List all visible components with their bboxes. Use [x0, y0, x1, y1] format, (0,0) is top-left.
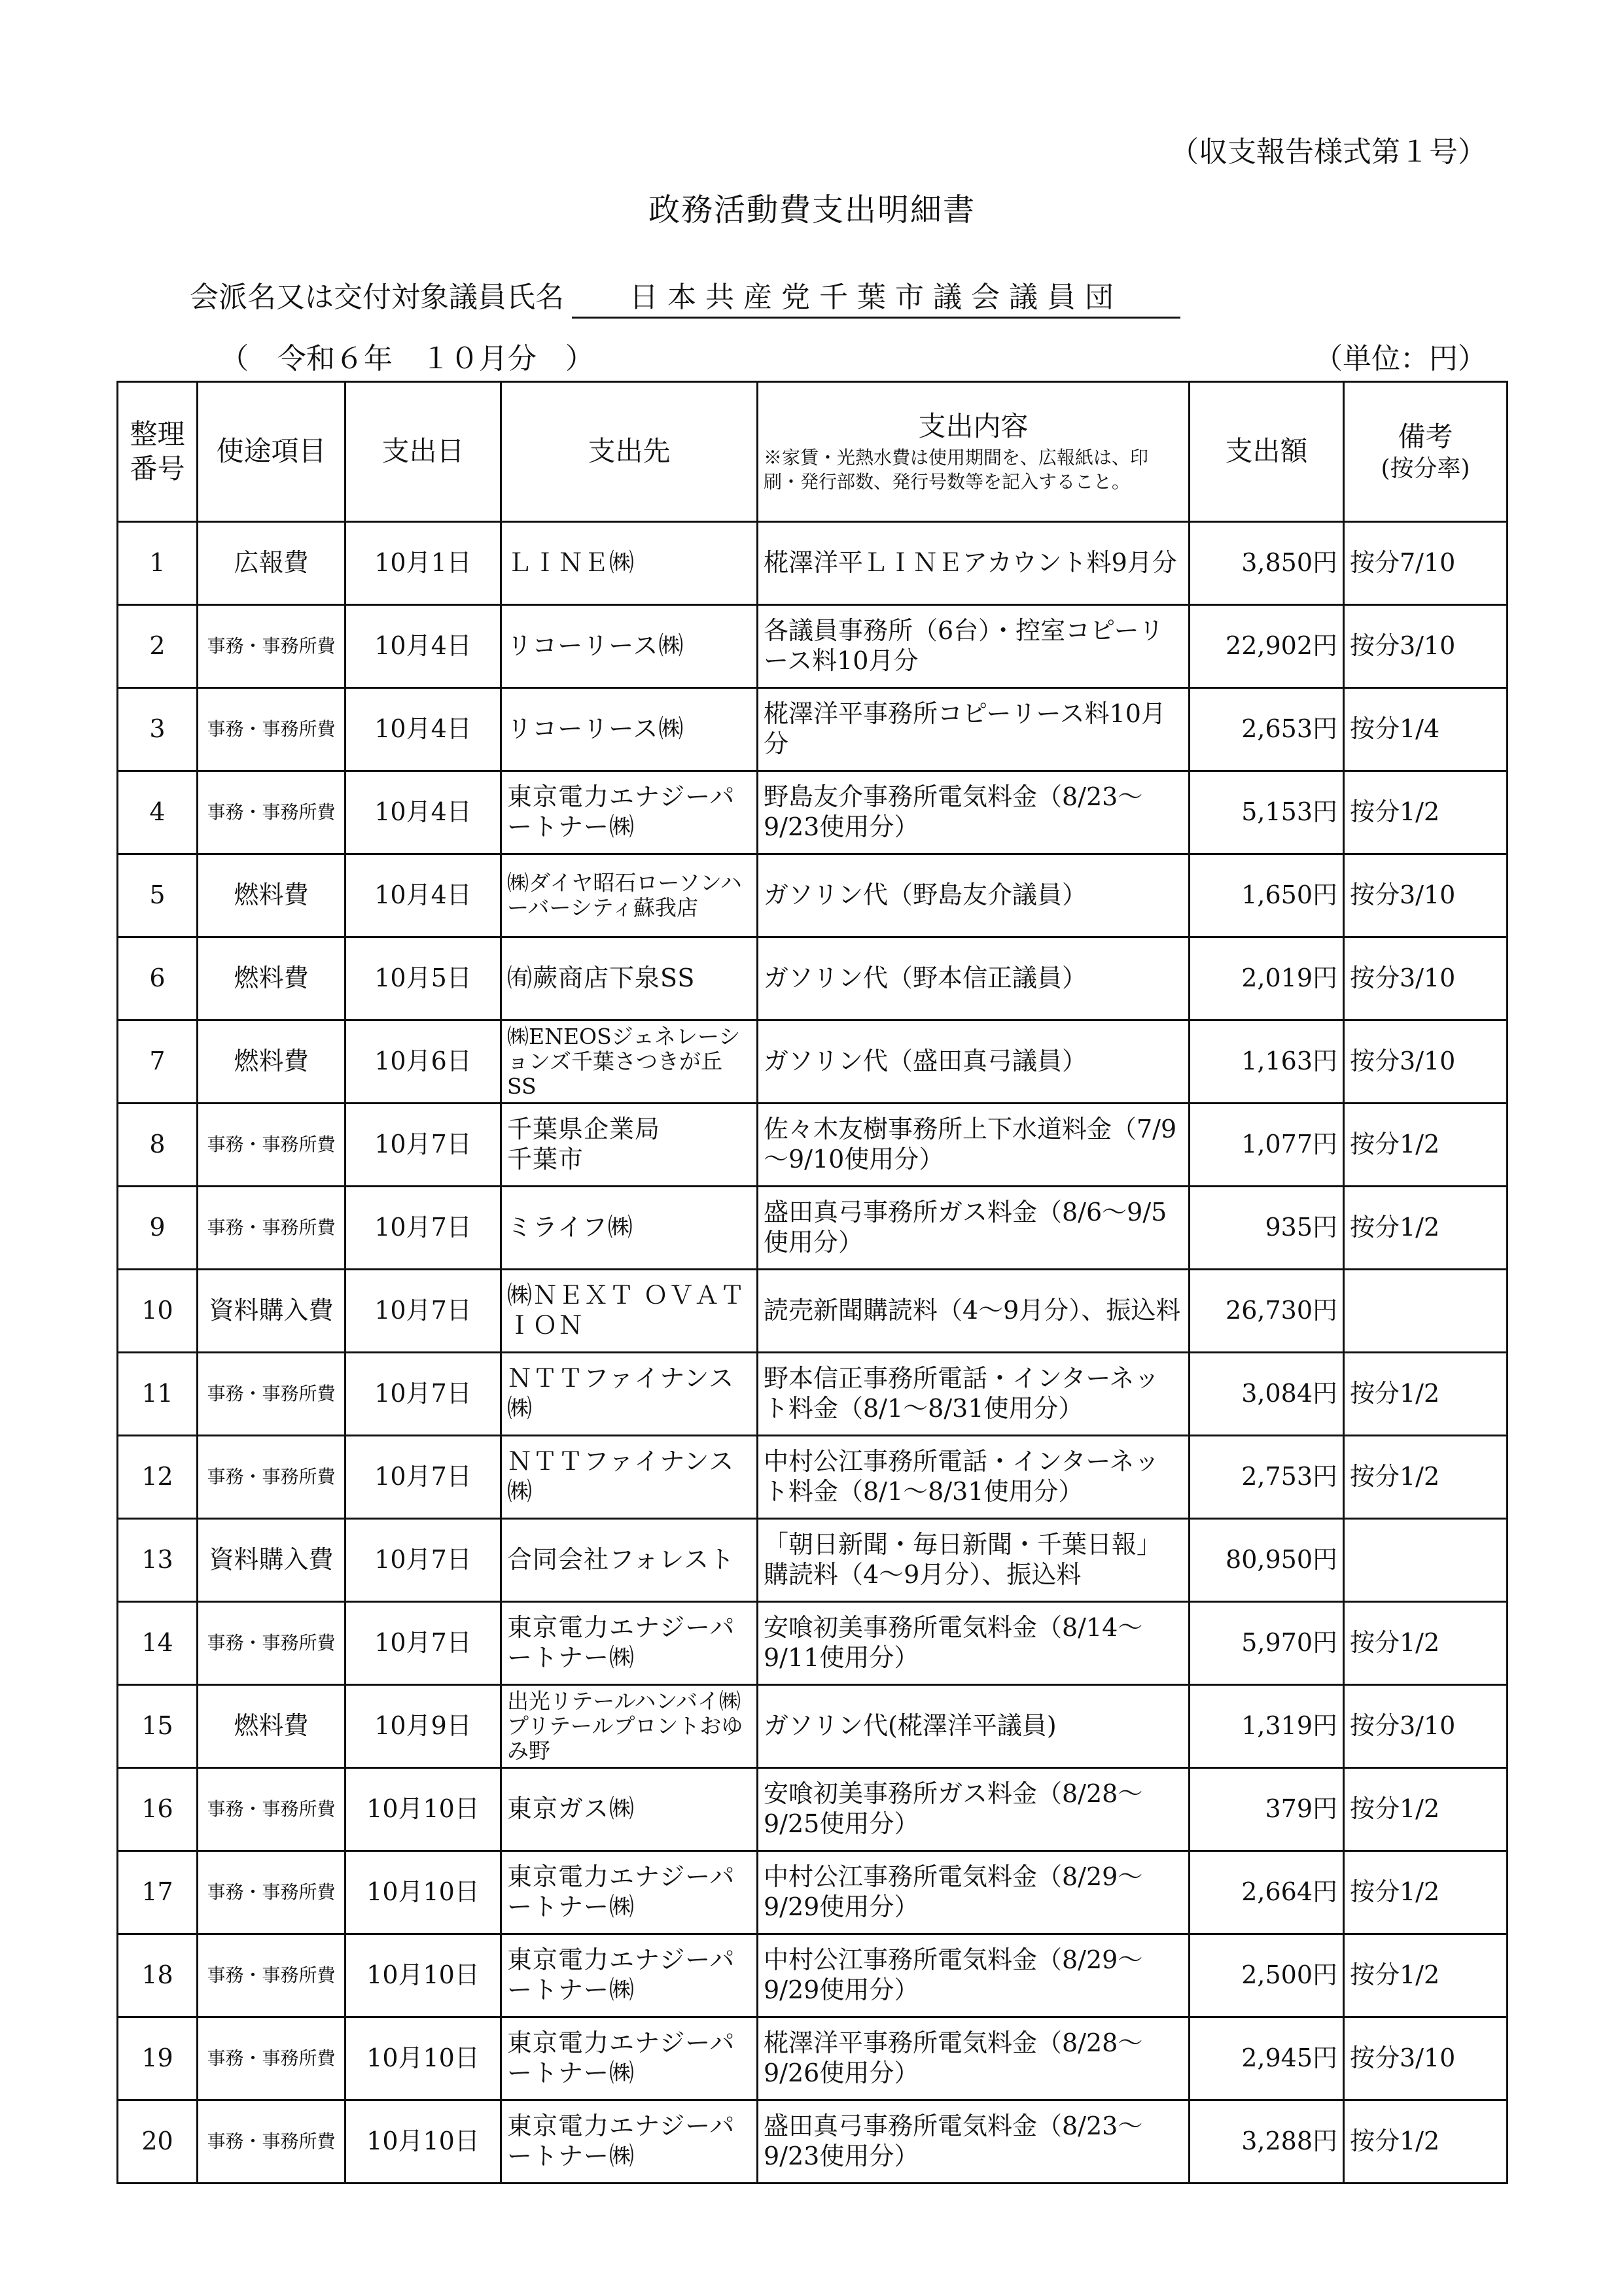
row-date: 10月7日 — [345, 1436, 501, 1519]
row-ratio — [1344, 1519, 1508, 1602]
row-category: 事務・事務所費 — [198, 1353, 345, 1436]
table-row — [118, 937, 1508, 1020]
header-number: 整理番号 — [118, 382, 198, 522]
row-ratio: 按分7/10 — [1344, 522, 1508, 605]
row-category: 事務・事務所費 — [198, 1436, 345, 1519]
row-category: 資料購入費 — [198, 1519, 345, 1602]
row-date: 10月10日 — [345, 2100, 501, 2183]
row-amount: 1,319円 — [1190, 1685, 1344, 1768]
row-date: 10月7日 — [345, 1519, 501, 1602]
row-number: 5 — [118, 854, 198, 937]
row-category: 事務・事務所費 — [198, 688, 345, 771]
row-payee: ＮＴＴファイナンス㈱ — [501, 1353, 758, 1436]
form-number: （収支報告様式第１号） — [1170, 135, 1487, 169]
party-name: 日本共産党千葉市議会議員団 — [572, 273, 1180, 319]
table-row — [118, 2017, 1508, 2100]
row-description: 安喰初美事務所ガス料金（8/28～9/25使用分） — [758, 1768, 1190, 1851]
row-number: 11 — [118, 1353, 198, 1436]
row-amount: 379円 — [1190, 1768, 1344, 1851]
row-date: 10月10日 — [345, 1934, 501, 2017]
row-date: 10月7日 — [345, 1602, 501, 1685]
row-date: 10月7日 — [345, 1270, 501, 1353]
row-category: 燃料費 — [198, 1685, 345, 1768]
row-number: 8 — [118, 1104, 198, 1187]
row-description: 「朝日新聞・毎日新聞・千葉日報」購読料（4～9月分）、振込料 — [758, 1519, 1190, 1602]
row-number: 1 — [118, 522, 198, 605]
row-description: 佐々木友樹事務所上下水道料金（7/9～9/10使用分） — [758, 1104, 1190, 1187]
row-description: 盛田真弓事務所ガス料金（8/6～9/5使用分） — [758, 1187, 1190, 1270]
table-row — [118, 1768, 1508, 1851]
row-category: 事務・事務所費 — [198, 1602, 345, 1685]
table-row — [118, 854, 1508, 937]
row-ratio: 按分1/2 — [1344, 1768, 1508, 1851]
row-category: 事務・事務所費 — [198, 1934, 345, 2017]
header-remarks-label: 備考 — [1398, 420, 1453, 453]
row-date: 10月7日 — [345, 1104, 501, 1187]
row-amount: 2,500円 — [1190, 1934, 1344, 2017]
row-category: 燃料費 — [198, 854, 345, 937]
row-amount: 1,650円 — [1190, 854, 1344, 937]
row-description: ガソリン代（野本信正議員） — [758, 937, 1190, 1020]
row-ratio: 按分1/2 — [1344, 771, 1508, 854]
header-description-note: ※家賃・光熱水費は使用期間を、広報紙は、印刷・発行部数、発行号数等を記入すること。 — [764, 447, 1149, 493]
row-payee: ㈲蕨商店下泉SS — [501, 937, 758, 1020]
row-category: 広報費 — [198, 522, 345, 605]
row-description: 中村公江事務所電話・インターネット料金（8/1～8/31使用分） — [758, 1436, 1190, 1519]
table-row — [118, 1187, 1508, 1270]
row-amount: 26,730円 — [1190, 1270, 1344, 1353]
table-row — [118, 1851, 1508, 1934]
row-amount: 5,970円 — [1190, 1602, 1344, 1685]
row-ratio: 按分3/10 — [1344, 1020, 1508, 1104]
row-amount: 1,163円 — [1190, 1020, 1344, 1104]
row-date: 10月5日 — [345, 937, 501, 1020]
header-description — [758, 382, 1190, 522]
row-category: 事務・事務所費 — [198, 1851, 345, 1934]
row-ratio: 按分1/4 — [1344, 688, 1508, 771]
row-payee: 出光リテールハンバイ㈱プリテールプロントおゆみ野 — [501, 1685, 758, 1768]
row-description: 各議員事務所（6台）・控室コピーリース料10月分 — [758, 605, 1190, 688]
row-number: 10 — [118, 1270, 198, 1353]
row-ratio: 按分1/2 — [1344, 1934, 1508, 2017]
row-category: 燃料費 — [198, 1020, 345, 1104]
row-category: 事務・事務所費 — [198, 1104, 345, 1187]
row-category: 資料購入費 — [198, 1270, 345, 1353]
row-date: 10月7日 — [345, 1353, 501, 1436]
row-date: 10月4日 — [345, 688, 501, 771]
row-number: 6 — [118, 937, 198, 1020]
row-ratio: 按分3/10 — [1344, 937, 1508, 1020]
row-date: 10月10日 — [345, 1768, 501, 1851]
row-number: 15 — [118, 1685, 198, 1768]
table-row — [118, 1353, 1508, 1436]
table-row — [118, 1270, 1508, 1353]
row-amount: 2,945円 — [1190, 2017, 1344, 2100]
row-date: 10月6日 — [345, 1020, 501, 1104]
table-row — [118, 688, 1508, 771]
row-date: 10月1日 — [345, 522, 501, 605]
row-ratio: 按分1/2 — [1344, 1353, 1508, 1436]
header-row — [118, 382, 1508, 522]
row-ratio: 按分1/2 — [1344, 1436, 1508, 1519]
row-ratio: 按分1/2 — [1344, 2100, 1508, 2183]
row-category: 燃料費 — [198, 937, 345, 1020]
row-description: 椛澤洋平事務所コピーリース料10月分 — [758, 688, 1190, 771]
row-number: 3 — [118, 688, 198, 771]
row-payee: リコーリース㈱ — [501, 605, 758, 688]
row-amount: 2,653円 — [1190, 688, 1344, 771]
header-amount: 支出額 — [1190, 382, 1344, 522]
row-amount: 2,664円 — [1190, 1851, 1344, 1934]
row-date: 10月7日 — [345, 1187, 501, 1270]
row-number: 20 — [118, 2100, 198, 2183]
row-category: 事務・事務所費 — [198, 1768, 345, 1851]
row-description: ガソリン代（盛田真弓議員） — [758, 1020, 1190, 1104]
row-description: 読売新聞購読料（4～9月分）、振込料 — [758, 1270, 1190, 1353]
row-number: 14 — [118, 1602, 198, 1685]
row-ratio: 按分3/10 — [1344, 1685, 1508, 1768]
row-payee: ＬＩＮＥ㈱ — [501, 522, 758, 605]
row-date: 10月9日 — [345, 1685, 501, 1768]
table-row — [118, 605, 1508, 688]
row-description: 中村公江事務所電気料金（8/29～9/29使用分） — [758, 1851, 1190, 1934]
row-amount: 1,077円 — [1190, 1104, 1344, 1187]
row-payee: 東京電力エナジーパートナー㈱ — [501, 1851, 758, 1934]
row-payee: ＮＴＴファイナンス㈱ — [501, 1436, 758, 1519]
row-description: 野島友介事務所電気料金（8/23～9/23使用分） — [758, 771, 1190, 854]
row-description: 椛澤洋平ＬＩＮＥアカウント料9月分 — [758, 522, 1190, 605]
row-number: 19 — [118, 2017, 198, 2100]
table-body — [118, 522, 1508, 2183]
row-number: 18 — [118, 1934, 198, 2017]
expense-table — [116, 381, 1508, 2184]
row-number: 12 — [118, 1436, 198, 1519]
header-date: 支出日 — [345, 382, 501, 522]
table-row — [118, 1020, 1508, 1104]
row-payee: ㈱ENEOSジェネレーションズ千葉さつきが丘SS — [501, 1020, 758, 1104]
row-payee: 合同会社フォレスト — [501, 1519, 758, 1602]
table-row — [118, 2100, 1508, 2183]
row-payee: 東京電力エナジーパートナー㈱ — [501, 1934, 758, 2017]
row-payee: リコーリース㈱ — [501, 688, 758, 771]
row-description: 椛澤洋平事務所電気料金（8/28～9/26使用分） — [758, 2017, 1190, 2100]
row-description: 野本信正事務所電話・インターネット料金（8/1～8/31使用分） — [758, 1353, 1190, 1436]
row-amount: 3,288円 — [1190, 2100, 1344, 2183]
row-number: 4 — [118, 771, 198, 854]
row-number: 17 — [118, 1851, 198, 1934]
row-description: 盛田真弓事務所電気料金（8/23～9/23使用分） — [758, 2100, 1190, 2183]
row-payee: ㈱ダイヤ昭石ローソンハーバーシティ蘇我店 — [501, 854, 758, 937]
row-number: 13 — [118, 1519, 198, 1602]
row-number: 9 — [118, 1187, 198, 1270]
table-row — [118, 1934, 1508, 2017]
row-payee: ミライフ㈱ — [501, 1187, 758, 1270]
row-amount: 80,950円 — [1190, 1519, 1344, 1602]
row-payee: 東京ガス㈱ — [501, 1768, 758, 1851]
header-payee: 支出先 — [501, 382, 758, 522]
header-remarks-sub: (按分率) — [1381, 455, 1470, 483]
row-category: 事務・事務所費 — [198, 771, 345, 854]
row-ratio: 按分1/2 — [1344, 1851, 1508, 1934]
row-date: 10月4日 — [345, 605, 501, 688]
header-category: 使途項目 — [198, 382, 345, 522]
row-ratio: 按分3/10 — [1344, 605, 1508, 688]
row-category: 事務・事務所費 — [198, 1187, 345, 1270]
table-row — [118, 1519, 1508, 1602]
row-payee: 東京電力エナジーパートナー㈱ — [501, 2017, 758, 2100]
row-payee: 東京電力エナジーパートナー㈱ — [501, 1602, 758, 1685]
row-amount: 22,902円 — [1190, 605, 1344, 688]
row-amount: 935円 — [1190, 1187, 1344, 1270]
row-number: 16 — [118, 1768, 198, 1851]
row-amount: 3,850円 — [1190, 522, 1344, 605]
row-ratio — [1344, 1270, 1508, 1353]
row-date: 10月10日 — [345, 2017, 501, 2100]
row-category: 事務・事務所費 — [198, 605, 345, 688]
row-amount: 2,019円 — [1190, 937, 1344, 1020]
row-payee: 東京電力エナジーパートナー㈱ — [501, 771, 758, 854]
row-amount: 2,753円 — [1190, 1436, 1344, 1519]
row-payee: 東京電力エナジーパートナー㈱ — [501, 2100, 758, 2183]
document-title: 政務活動費支出明細書 — [648, 192, 976, 228]
table-row — [118, 1104, 1508, 1187]
row-category: 事務・事務所費 — [198, 2017, 345, 2100]
row-description: 中村公江事務所電気料金（8/29～9/29使用分） — [758, 1934, 1190, 2017]
row-date: 10月4日 — [345, 771, 501, 854]
table-row — [118, 1436, 1508, 1519]
row-payee: ㈱ＮＥＸＴ ＯＶＡＴＩＯＮ — [501, 1270, 758, 1353]
row-ratio: 按分1/2 — [1344, 1187, 1508, 1270]
row-number: 7 — [118, 1020, 198, 1104]
row-ratio: 按分3/10 — [1344, 854, 1508, 937]
period: （ 令和６年 １０月分 ） — [220, 342, 594, 375]
table-row — [118, 522, 1508, 605]
row-description: ガソリン代(椛澤洋平議員) — [758, 1685, 1190, 1768]
row-amount: 3,084円 — [1190, 1353, 1344, 1436]
row-category: 事務・事務所費 — [198, 2100, 345, 2183]
row-date: 10月4日 — [345, 854, 501, 937]
header-description-label: 支出内容 — [918, 409, 1029, 442]
row-ratio: 按分1/2 — [1344, 1602, 1508, 1685]
row-payee: 千葉県企業局 千葉市 — [501, 1104, 758, 1187]
header-remarks — [1344, 382, 1508, 522]
unit-label: （単位：円） — [1314, 342, 1487, 375]
row-amount: 5,153円 — [1190, 771, 1344, 854]
table-row — [118, 1602, 1508, 1685]
party-label: 会派名又は交付対象議員氏名 — [190, 281, 564, 314]
row-description: ガソリン代（野島友介議員） — [758, 854, 1190, 937]
table-row — [118, 771, 1508, 854]
row-description: 安喰初美事務所電気料金（8/14～9/11使用分） — [758, 1602, 1190, 1685]
row-ratio: 按分1/2 — [1344, 1104, 1508, 1187]
table-row — [118, 1685, 1508, 1768]
party-line — [190, 273, 1180, 319]
row-ratio: 按分3/10 — [1344, 2017, 1508, 2100]
row-date: 10月10日 — [345, 1851, 501, 1934]
row-number: 2 — [118, 605, 198, 688]
